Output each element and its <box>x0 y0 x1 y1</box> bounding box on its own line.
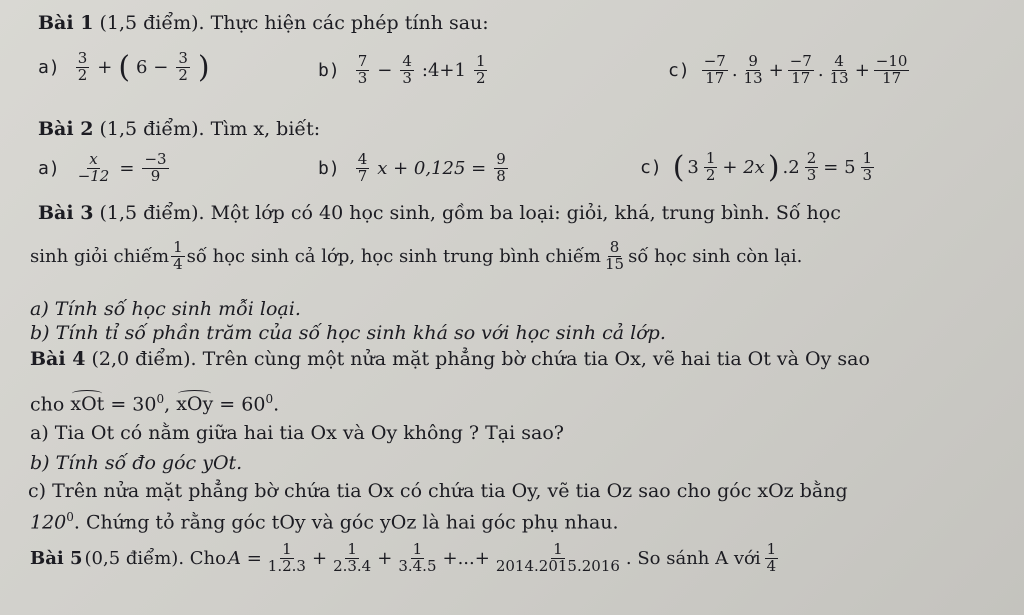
bai1-title: Bài 1 <box>38 12 94 34</box>
bai2-part-c <box>640 150 876 185</box>
text-segment: số học sinh cả lớp, học sinh trung bình chiếm <box>186 245 601 267</box>
operator: + <box>768 59 784 81</box>
operator: + <box>377 547 393 569</box>
paren-open: ( <box>672 150 685 185</box>
angle-value: 120 <box>30 511 67 534</box>
denominator: 3 <box>806 166 817 184</box>
numerator: 1 <box>766 540 777 558</box>
fraction <box>828 54 851 87</box>
bai2-b-label: b) <box>318 157 340 179</box>
bai3-question-b: b) Tính tỉ số phần trăm của số học sinh khá so với học sinh cả lớp. <box>30 322 666 344</box>
angle-value: = 30 <box>104 393 157 416</box>
fraction <box>331 542 373 575</box>
denominator: 4 <box>173 254 183 273</box>
denominator: 2014.2015.2016 <box>495 556 620 575</box>
bai2-part-b <box>318 152 510 185</box>
paren-close: ) <box>197 50 210 85</box>
numerator: 7 <box>357 52 368 70</box>
fraction <box>805 151 819 184</box>
bai3-text: (1,5 điểm). Một lớp có 40 học sinh, gồm ba loại: giỏi, khá, trung bình. Số học <box>93 202 841 224</box>
operator: + <box>311 547 328 569</box>
bai5-title: Bài 5 <box>30 547 83 569</box>
bai4-line2 <box>30 392 279 415</box>
fraction <box>603 240 626 273</box>
denominator: 2 <box>178 66 188 84</box>
bai1-part-a <box>38 50 210 85</box>
fraction <box>396 542 438 575</box>
denominator: 15 <box>605 254 625 273</box>
bai4-text: (2,0 điểm). Trên cùng một nửa mặt phẳng bờ chứa tia Ox, vẽ hai tia Ot và Oy sao <box>85 348 870 370</box>
linear-expression: x + 0,125 = <box>377 157 487 179</box>
numerator: 1 <box>705 149 716 168</box>
numerator: 1 <box>475 52 486 70</box>
denominator: 13 <box>829 68 849 87</box>
paren-open: ( <box>118 50 131 85</box>
fraction <box>702 54 728 87</box>
numerator: 1 <box>412 540 423 558</box>
bai4-question-a: a) Tia Ot có nằm giữa hai tia Ox và Oy không ? Tại sao? <box>30 422 564 444</box>
period: . <box>273 393 280 416</box>
denominator: 3 <box>862 166 873 184</box>
fraction <box>171 240 185 273</box>
denominator: 1.2.3 <box>267 556 306 575</box>
denominator: 17 <box>882 68 902 87</box>
multiply-whole: .2 <box>782 157 800 178</box>
fraction <box>142 152 168 185</box>
angle-xot: xOt <box>70 393 105 416</box>
numerator: 4 <box>357 150 368 168</box>
bai5-line <box>30 542 780 575</box>
bai1-b-label: b) <box>318 59 340 81</box>
numerator: 3 <box>178 49 188 68</box>
fraction <box>176 51 190 84</box>
denominator: 2 <box>705 166 716 184</box>
denominator: 3 <box>402 68 412 87</box>
text-segment: . So sánh A với <box>625 547 761 569</box>
denominator: 2.3.4 <box>333 556 372 575</box>
fraction <box>742 54 765 87</box>
operator: +...+ <box>442 547 490 569</box>
angle-xoy: xOy <box>176 393 214 416</box>
fraction <box>76 51 90 84</box>
text-segment: sinh giỏi chiếm <box>30 245 170 267</box>
numerator: −7 <box>789 52 812 70</box>
fraction <box>874 54 910 87</box>
numerator: 9 <box>496 150 506 168</box>
degree-mark: 0 <box>156 392 165 406</box>
operator: + <box>854 59 870 81</box>
denominator: 7 <box>357 166 368 185</box>
numerator: x <box>89 150 98 168</box>
bai3-question-a: a) Tính số học sinh mỗi loại. <box>30 298 301 320</box>
operator: . <box>817 59 824 81</box>
numerator: 1 <box>862 149 873 168</box>
degree-mark: 0 <box>265 392 274 406</box>
denominator: 13 <box>743 68 763 87</box>
numerator: 1 <box>553 540 563 558</box>
equals-sign: = <box>119 157 135 179</box>
separator: , <box>164 393 177 416</box>
numerator: 1 <box>282 540 292 558</box>
fraction <box>704 151 718 184</box>
bai4-question-c-line1: c) Trên nửa mặt phẳng bờ chứa tia Ox có chứa tia Oy, vẽ tia Oz sao cho góc xOz bằng <box>28 480 848 502</box>
mixed-expression: :4+1 <box>421 59 466 81</box>
numerator: 1 <box>173 238 183 256</box>
bai1-a-label: a) <box>38 57 60 78</box>
bai1-instruction: (1,5 điểm). Thực hiện các phép tính sau: <box>93 12 489 34</box>
bai3-line2 <box>30 240 802 273</box>
fraction <box>356 54 370 87</box>
fraction <box>788 54 814 87</box>
bai1-part-b <box>318 54 489 87</box>
variable-term: + 2x <box>722 157 765 178</box>
numerator: 2 <box>806 149 817 168</box>
bai4-line1 <box>30 348 870 370</box>
denominator: 2 <box>77 66 88 84</box>
text-segment: cho <box>30 393 71 416</box>
denominator: 9 <box>150 166 161 185</box>
a-equals: A = <box>227 547 262 569</box>
fraction <box>494 152 508 185</box>
denominator: −12 <box>77 166 110 185</box>
numerator: −7 <box>703 52 726 70</box>
text-segment: số học sinh còn lại. <box>628 245 803 267</box>
bai3-line1 <box>38 202 841 224</box>
bai2-c-label: c) <box>640 157 662 178</box>
numerator: −10 <box>875 52 908 70</box>
denominator: 3.4.5 <box>398 556 437 575</box>
fraction <box>474 54 488 87</box>
whole-part: 3 <box>687 157 699 178</box>
numerator: 4 <box>834 52 844 70</box>
fraction <box>861 151 875 184</box>
fraction <box>76 152 112 185</box>
bai2-a-label: a) <box>38 157 60 179</box>
bai4-question-c-line2 <box>30 510 619 533</box>
bai1-c-label: c) <box>668 59 690 81</box>
bai4-question-b: b) Tính số đo góc yOt. <box>30 452 243 474</box>
operator: + <box>97 57 113 78</box>
bai3-title: Bài 3 <box>38 202 94 224</box>
bai4-title: Bài 4 <box>30 348 86 370</box>
numerator: −3 <box>144 150 167 168</box>
numerator: 8 <box>609 238 620 256</box>
denominator: 17 <box>705 68 725 87</box>
fraction <box>494 542 622 575</box>
equals-whole: = 5 <box>823 157 856 178</box>
angle-value: = 60 <box>213 393 266 416</box>
bai2-heading <box>38 118 320 140</box>
numerator: 1 <box>347 540 357 558</box>
denominator: 4 <box>766 556 777 575</box>
numerator: 9 <box>748 52 758 70</box>
denominator: 17 <box>791 68 811 87</box>
bai1-heading <box>38 12 489 34</box>
bai2-title: Bài 2 <box>38 118 94 140</box>
bai2-part-a <box>38 152 171 185</box>
numerator: 4 <box>402 52 412 70</box>
operator: − <box>377 59 393 81</box>
denominator: 8 <box>496 166 506 185</box>
bai2-instruction: (1,5 điểm). Tìm x, biết: <box>93 118 321 140</box>
fraction <box>266 542 308 575</box>
denominator: 2 <box>475 68 486 87</box>
bai1-part-c <box>668 54 911 87</box>
inner-expression: 6 − <box>136 57 169 78</box>
fraction <box>356 152 370 185</box>
degree-mark: 0 <box>66 510 74 524</box>
denominator: 3 <box>357 68 368 87</box>
fraction <box>400 54 414 87</box>
operator: . <box>731 59 738 81</box>
text-segment: . Chứng tỏ rằng góc tOy và góc yOz là hai góc phụ nhau. <box>73 511 619 534</box>
fraction <box>765 542 779 575</box>
numerator: 3 <box>77 49 88 68</box>
paren-close: ) <box>767 150 780 185</box>
bai5-text: (0,5 điểm). Cho <box>84 547 226 569</box>
